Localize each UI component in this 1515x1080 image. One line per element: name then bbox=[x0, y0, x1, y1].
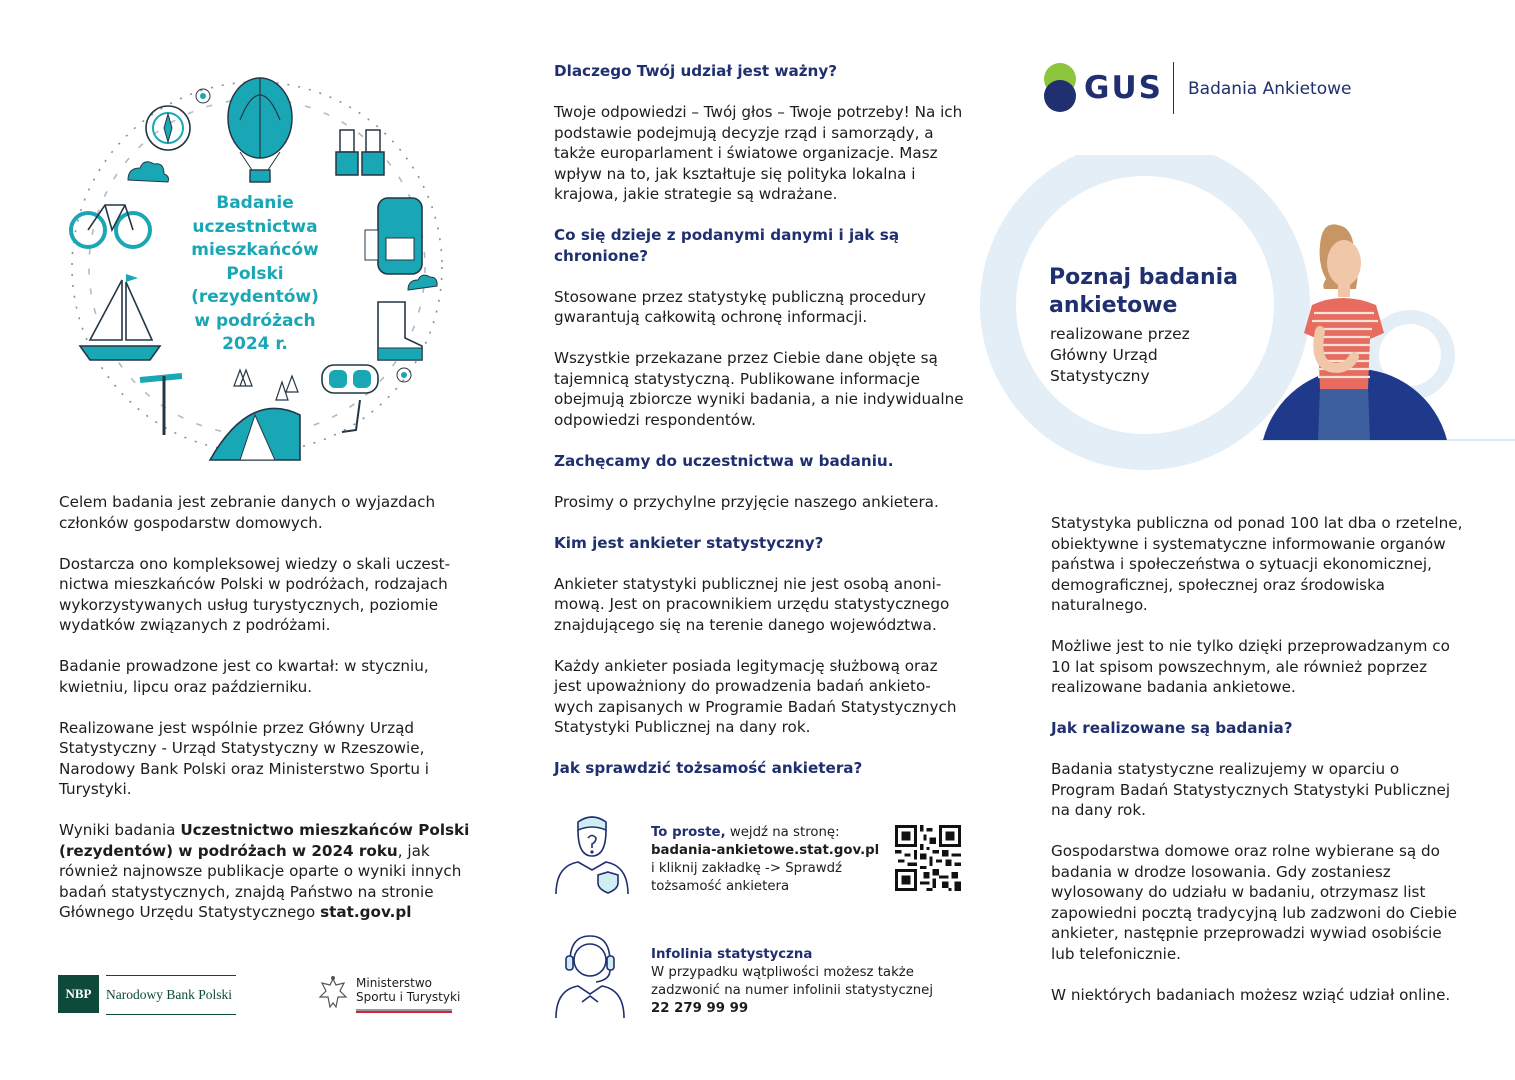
paragraph: Realizowane jest wspólnie przez Główny Urząd Statystyczny - Urząd Statystyczny w Rzeszowie, Narodowy Bank Polski oraz Ministerstwo Sportu i Turystyki. bbox=[59, 718, 430, 798]
paragraph: Stosowane przez statystykę publiczną procedury gwarantują całkowitą ochronę informacji. bbox=[554, 287, 927, 326]
text: wejdź na stronę: bbox=[725, 825, 840, 840]
paragraph: Możliwe jest to nie tylko dzięki przeprowadzanym co 10 lat spisom powszechnym, ale również poprzez realizowane badania ankietowe. bbox=[1051, 637, 1450, 696]
section-heading: Jak realizowane są badania? bbox=[1051, 719, 1293, 737]
paragraph: Ankieter statystyki publicznej nie jest osobą anonimową. Jest on pracownikiem urzędu statystycznego znajdującego się na terenie danego województwa. bbox=[554, 574, 950, 634]
partner-logos bbox=[58, 975, 461, 1015]
hiking-boot-icon bbox=[378, 302, 422, 360]
decorative-ring-with-person bbox=[960, 155, 1515, 490]
ministry-logo bbox=[316, 975, 461, 1015]
ministry-line: Ministerstwo bbox=[356, 976, 433, 990]
nbp-name: Narodowy Bank Polski bbox=[106, 975, 236, 1015]
text-line: tożsamość ankietera bbox=[651, 879, 790, 894]
headset-operator-icon bbox=[552, 932, 630, 1018]
tent-icon bbox=[210, 408, 300, 460]
bicycle-icon bbox=[71, 205, 150, 247]
eagle-emblem-icon bbox=[316, 975, 350, 1013]
paragraph: Twoje odpowiedzi – Twój głos – Twoje potrzeby! Na ich podstawie podejmują decyzje rząd i samorządy, a także europarlament i światowe organizacje. Masz wpływ na to, jak kształtuje się polityka lokalna i krajowa, jakie strategie są wdrażane. bbox=[554, 103, 963, 203]
text-line: zadzwonić na numer infolinii statystycznej bbox=[651, 983, 934, 998]
flag-stripe bbox=[356, 1009, 452, 1013]
surveyor-question-icon bbox=[552, 812, 630, 894]
gus-logo bbox=[1042, 62, 1372, 114]
url-text[interactable]: badania-ankietowe.stat.gov.pl bbox=[651, 843, 880, 858]
hotline-text bbox=[651, 946, 933, 1018]
surveyor-url[interactable] bbox=[651, 842, 879, 860]
column-2-text bbox=[554, 61, 964, 799]
text-line: W przypadku wątpliwości możesz także bbox=[651, 965, 914, 980]
column-3-text bbox=[1051, 513, 1463, 1026]
paragraph: Gospodarstwa domowe oraz rolne wybierane są do badania w drodze losowania. Gdy zostaniesz wylosowany do udziału w badaniu, otrzymasz list zapowiedni pocztą tradycyjną lub zadzwoni do Ciebie ankieter, następnie przeprowadzi wywiad osobiście lub telefonicznie. bbox=[1051, 842, 1458, 963]
gus-wordmark: GUS bbox=[1084, 70, 1163, 106]
binoculars-icon bbox=[336, 130, 384, 175]
hero-title bbox=[186, 192, 324, 357]
survey-name: Uczestnictwo mieszkańców Polski (rezydentów) w podróżach w 2024 roku bbox=[59, 821, 470, 860]
hotline-title: Infolinia statystyczna bbox=[651, 947, 813, 962]
paragraph: Każdy ankieter posiada legitymację służbową oraz jest upoważniony do prowadzenia badań ankietowych zapisanych w Programie Badań Statystycznych Statystyki Publicznej na dany rok. bbox=[554, 656, 957, 736]
ministry-line: Sportu i Turystyki bbox=[356, 990, 461, 1004]
section-heading: Jak sprawdzić tożsamość ankietera? bbox=[554, 759, 863, 777]
section-heading: Dlaczego Twój udział jest ważny? bbox=[554, 62, 838, 80]
section-heading: Kim jest ankieter statystyczny? bbox=[554, 533, 824, 552]
paragraph: W niektórych badaniach możesz wziąć udział online. bbox=[1051, 985, 1451, 1004]
paragraph: Prosimy o przychylne przyjęcie naszego ankietera. bbox=[554, 492, 939, 511]
divider bbox=[1173, 62, 1174, 114]
paragraph: Badania statystyczne realizujemy w oparciu o Program Badań Statystycznych Statystyki Publicznej na dany rok. bbox=[1051, 760, 1451, 819]
text: , jak również najnowsze publikacje oparte o wyniki innych badań statystycznych, znajdą Państwo na stronie Głównego Urzędu Statystycznego bbox=[59, 841, 462, 921]
hero-title-line: uczestnictwa bbox=[192, 216, 318, 237]
gus-emblem-icon bbox=[1042, 62, 1080, 114]
paragraph: Wszystkie przekazane przez Ciebie dane objęte są tajemnicą statystyczną. Publikowane informacje obejmują zbiorcze wyniki badania, a nie indywidualne odpowiedzi respondentów. bbox=[554, 349, 964, 429]
hero-title-line: mieszkańców bbox=[191, 240, 319, 260]
stat-gov-link[interactable]: stat.gov.pl bbox=[320, 903, 412, 921]
hot-air-balloon-icon bbox=[228, 78, 292, 182]
paragraph: Dostarcza ono kompleksowej wiedzy o skali uczestnictwa mieszkańców Polski w podróżach, rodzajach wykorzystywanych usług turystycznych, poziomie wydatków związanych z podróżami. bbox=[59, 554, 451, 634]
hero-title-line: w podróżach bbox=[194, 310, 316, 331]
poznaj-subtitle: realizowane przez Główny Urząd Statystyczny bbox=[1050, 325, 1190, 385]
phone-number[interactable]: 22 279 99 99 bbox=[651, 1001, 749, 1016]
cloud-icon bbox=[128, 162, 169, 182]
paragraph: Badanie prowadzone jest co kwartał: w styczniu, kwietniu, lipcu oraz październiku. bbox=[59, 657, 429, 696]
ministry-name bbox=[356, 976, 460, 1004]
nbp-logo: NBP bbox=[58, 975, 99, 1013]
paragraph: Celem badania jest zebranie danych o wyjazdach członków gospodarstw domowych. bbox=[59, 493, 436, 532]
text: Wyniki badania bbox=[59, 821, 181, 839]
compass-icon bbox=[146, 106, 190, 150]
hero-title-line: 2024 r. bbox=[222, 334, 288, 354]
lead-text: To proste, bbox=[651, 825, 726, 840]
qr-code[interactable] bbox=[895, 825, 961, 891]
trees-icon bbox=[234, 370, 298, 400]
verify-surveyor-box bbox=[552, 812, 972, 897]
verify-text bbox=[651, 824, 879, 896]
text-line: i kliknij zakładkę -> Sprawdź bbox=[651, 861, 843, 876]
sailboat-icon bbox=[80, 274, 160, 360]
column-1-text bbox=[59, 492, 479, 943]
results-paragraph bbox=[59, 820, 479, 923]
gus-subtitle: Badania Ankietowe bbox=[1188, 79, 1352, 99]
poznaj-title: Poznaj badania ankietowe bbox=[1049, 265, 1238, 318]
hero-title-line: Badanie bbox=[216, 193, 294, 213]
paragraph: Statystyka publiczna od ponad 100 lat dba o rzetelne, obiektywne i systematyczne informowanie organów państwa i społeczeństwa o sytuacji ekonomicznej, demograficznej, społecznej oraz środowiska naturalnego. bbox=[1051, 514, 1463, 614]
hero-title-line: (rezydentów) bbox=[191, 287, 319, 307]
hero-title-line: Polski bbox=[226, 263, 284, 284]
text-line bbox=[651, 824, 879, 842]
diving-mask-icon bbox=[322, 365, 378, 432]
section-heading: Zachęcamy do uczestnictwa w badaniu. bbox=[554, 451, 894, 470]
backpack-icon bbox=[365, 198, 422, 274]
section-heading: Co się dzieje z podanymi danymi i jak są chronione? bbox=[554, 226, 900, 265]
hotline-box bbox=[552, 932, 972, 1022]
hotline-phone[interactable] bbox=[651, 1000, 933, 1018]
